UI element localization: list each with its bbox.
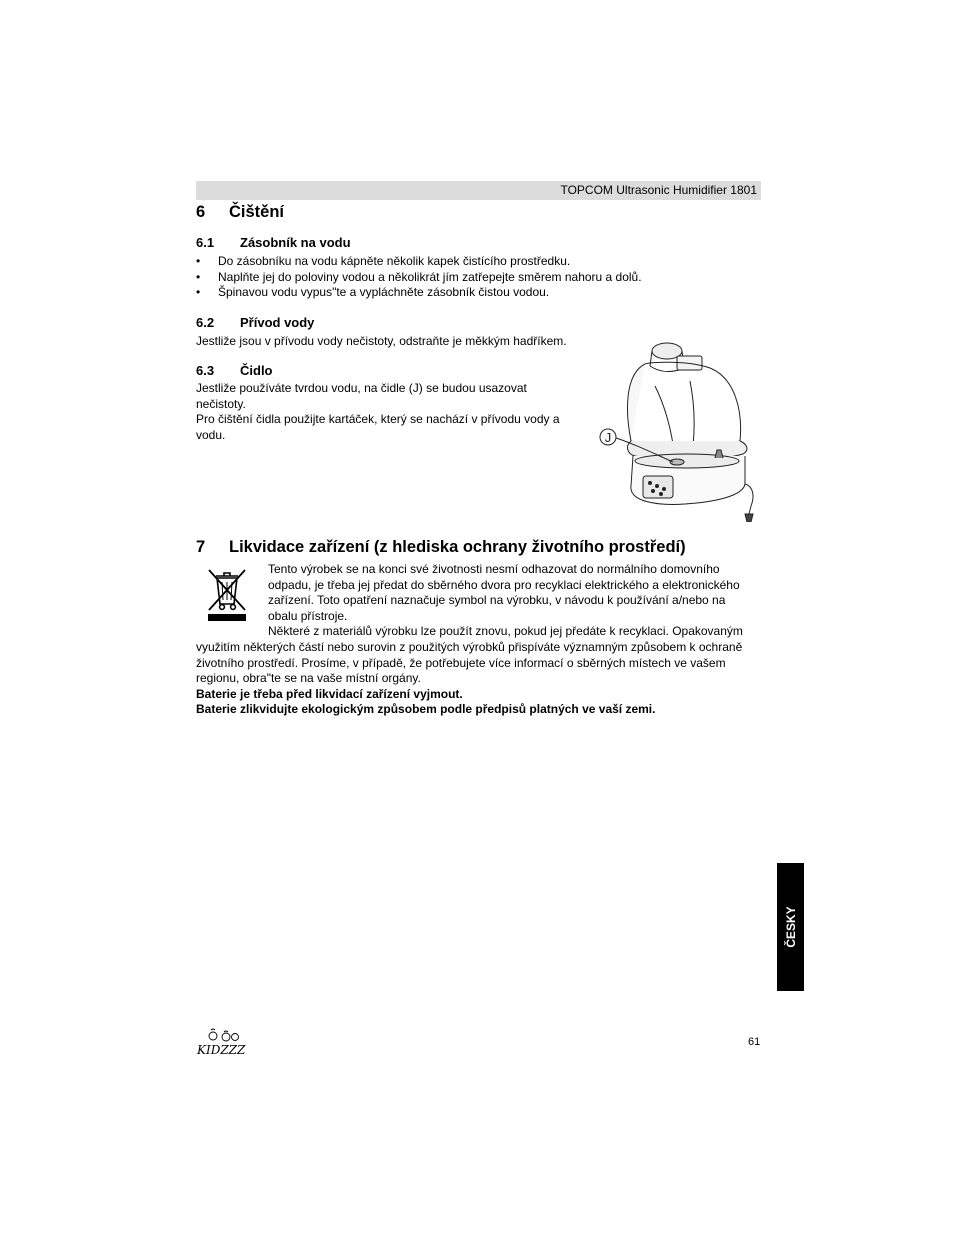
bullet-item: • Špinavou vodu vypus"te a vypláchněte zásobník čistou vodou. — [196, 285, 642, 301]
section-6-1-title: Zásobník na vodu — [240, 235, 351, 250]
section-6-1-number: 6.1 — [196, 235, 215, 250]
text-line: regionu, obra"te se na vaše místní orgány. — [196, 671, 421, 686]
section-7-text-indented — [268, 562, 743, 640]
battery-removal-note: Baterie je třeba před likvidací zařízení vyjmout. — [196, 686, 463, 701]
bullet-item: • Do zásobníku na vodu kápněte několik kapek čistícího prostředku. — [196, 254, 642, 270]
battery-disposal-note: Baterie zlikvidujte ekologickým způsobem podle předpisů platných ve vaší zemi. — [196, 702, 656, 717]
text-line: nečistoty. — [196, 396, 246, 411]
language-tab — [777, 863, 804, 991]
section-6-1-bullets — [196, 254, 642, 301]
humidifier-illustration — [595, 336, 765, 522]
page-number: 61 — [748, 1036, 761, 1048]
section-6-2-text: Jestliže jsou v přívodu vody nečistoty, odstraňte je měkkým hadříkem. — [196, 334, 567, 348]
section-6-3-number: 6.3 — [196, 363, 215, 378]
kidzzz-logo — [196, 1028, 246, 1058]
text-line: Jestliže používáte tvrdou vodu, na čidle (J) se budou usazovat — [196, 381, 527, 395]
weee-bin-icon — [206, 566, 248, 622]
header-bar — [196, 181, 761, 200]
text-line: využitím některých částí nebo surovin z použitých výrobků přispíváte významným způsobem k ochraně — [196, 640, 743, 654]
section-6-2-number: 6.2 — [196, 315, 215, 330]
section-6-title: Čištění — [229, 203, 285, 221]
section-6-2-title: Přívod vody — [240, 315, 315, 330]
text-line: obalu přístroje. — [268, 608, 348, 623]
text-line: Některé z materiálů výrobku lze použít znovu, pokud jej předáte k recyklaci. Opakovaným — [268, 624, 743, 639]
section-7-title: Likvidace zařízení (z hlediska ochrany životního prostředí) — [229, 538, 686, 556]
text-line: životního prostředí. Prosíme, v případě, že potřebujete více informací o sběrných místech ve vašem — [196, 655, 726, 670]
section-7-number: 7 — [196, 538, 206, 556]
language-tab-label: ČESKY — [783, 906, 798, 948]
text-line: Pro čištění čidla použijte kartáček, který se nachází v přívodu vody a — [196, 412, 560, 427]
logo-text: KIDZZZ — [197, 1043, 246, 1057]
section-6-3-title: Čidlo — [240, 363, 273, 378]
section-6-1-heading — [196, 235, 351, 250]
section-7-heading — [196, 538, 686, 557]
section-7-text-full — [196, 640, 742, 718]
figure-label-j: J — [604, 430, 612, 445]
text-line: Tento výrobek se na konci své životnosti nesmí odhazovat do normálního domovního — [268, 562, 720, 576]
section-6-3-text — [196, 381, 560, 443]
text-line: vodu. — [196, 427, 226, 442]
bullet-item: • Naplňte jej do poloviny vodou a několikrát jím zatřepejte směrem nahoru a dolů. — [196, 270, 642, 286]
section-6-number: 6 — [196, 203, 206, 221]
section-6-3-heading — [196, 363, 273, 378]
section-6-2-heading — [196, 315, 314, 330]
text-line: odpadu, je třeba jej předat do sběrného dvora pro recyklaci elektrického a elektronického — [268, 577, 740, 592]
section-6-heading — [196, 203, 284, 222]
text-line: zařízení. Toto opatření naznačuje symbol na výrobku, v návodu k používání a/nebo na — [268, 593, 726, 608]
header-title: TOPCOM Ultrasonic Humidifier 1801 — [560, 183, 757, 197]
